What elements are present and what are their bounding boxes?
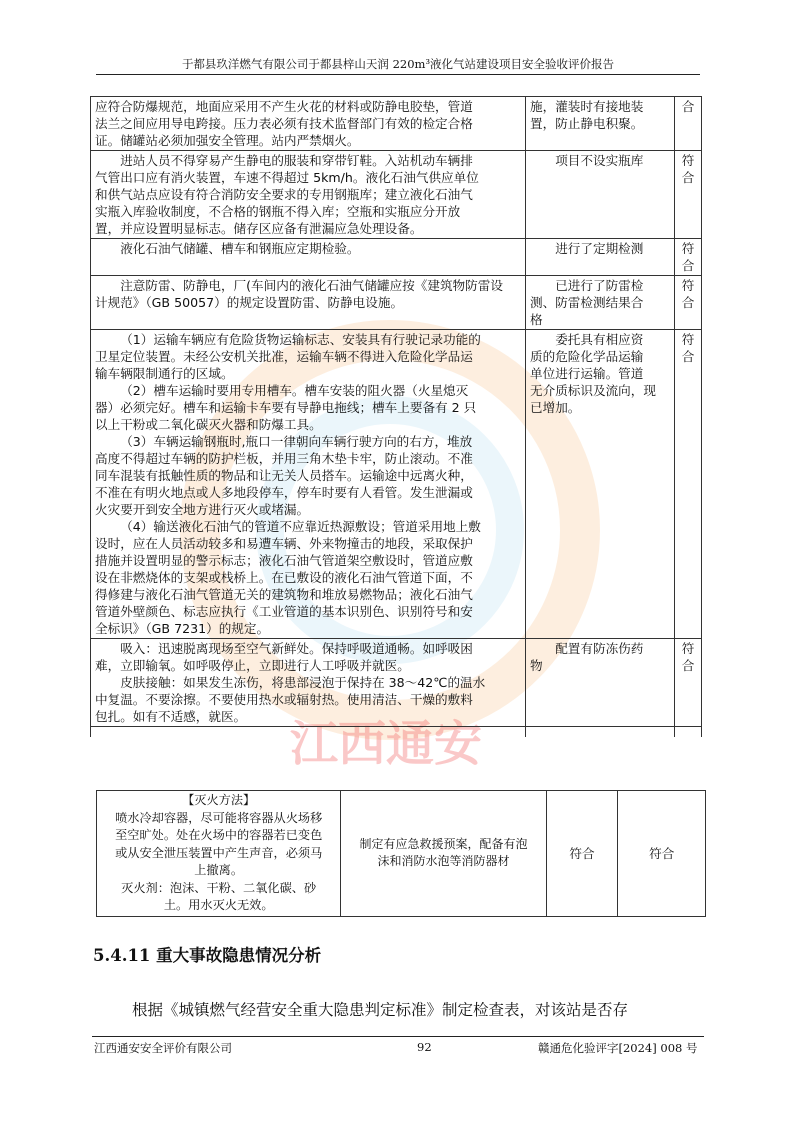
measure-cell <box>91 151 526 239</box>
text-line: 制定有应急救援预案，配备有泡 <box>359 837 528 852</box>
text-line: （1）运输车辆应有危险货物运输标志、安装具有行驶记录功能的 <box>120 332 481 347</box>
watermark-text: 江西通安 <box>290 716 483 772</box>
body-paragraph: 根据《城镇燃气经营安全重大隐患判定标准》制定检查表，对该站是否存 <box>132 1001 629 1019</box>
result-cell <box>675 97 702 151</box>
text-line: 实瓶入库验收制度，不合格的钢瓶不得入库；空瓶和实瓶应分开放 <box>95 204 461 219</box>
status-cell <box>526 97 675 151</box>
text-line: 上撤离。 <box>194 863 244 877</box>
text-line: 合 <box>681 658 695 673</box>
header-rule <box>96 74 700 75</box>
text-line: 单位进行运输。管道 <box>530 366 644 381</box>
text-line: 包扎。如有不适感，就医。 <box>95 709 247 724</box>
text-line: 以上干粉或二氧化碳灭火器和防爆工具。 <box>95 417 322 432</box>
text-line: 配置有防冻伤药 <box>555 641 644 656</box>
measure-cell <box>91 639 526 727</box>
text-line: 同车混装有抵触性质的物品和让无关人员搭车。运输途中远离火种， <box>95 468 473 483</box>
text-line: 不准在有明火地点或人多地段停车，停车时要有人看管。发生泄漏或 <box>95 485 473 500</box>
footer-rule <box>92 1036 704 1037</box>
fire-measure-cell <box>97 791 341 917</box>
text-line: 已增加。 <box>530 400 581 415</box>
text-line: 无介质标识及流向，现 <box>530 383 656 398</box>
measure-cell <box>91 97 526 151</box>
text-line: 证。储罐站必须加强安全管理。站内严禁烟火。 <box>95 133 360 148</box>
text-line: 符 <box>681 278 695 293</box>
text-line: 火灾要开到安全地方进行灭火或堵漏。 <box>95 502 310 517</box>
text-line: 合 <box>681 349 695 364</box>
text-line: 土。用水灭火无效。 <box>163 898 274 912</box>
text-line: 灭火剂：泡沫、干粉、二氧化碳、砂 <box>121 880 317 895</box>
result-cell <box>675 639 702 727</box>
text-line: 输车辆限制通行的区域。 <box>95 366 234 381</box>
empty-cell <box>91 727 526 738</box>
text-line: 已进行了防雷检 <box>555 278 644 293</box>
text-line: 管道外壁颜色、标志应执行《工业管道的基本识别色、识别符号和安 <box>95 604 473 619</box>
table-row <box>91 330 702 639</box>
text-line: （3）车辆运输钢瓶时,瓶口一律朝向车辆行驶方向的右方，堆放 <box>120 434 473 449</box>
text-line: 测、防雷检测结果合 <box>530 295 644 310</box>
text-line: 措施并设置明显的警示标志；液化石油气管道架空敷设时，管道应敷 <box>95 553 473 568</box>
text-line: 气管出口应有消火装置，车速不得超过 5km/h。液化石油气供应单位 <box>95 170 479 185</box>
status-cell <box>526 276 675 330</box>
text-line: 或从安全泄压装置中产生声音，必须马 <box>115 845 323 860</box>
text-line: 设时，应在人员活动较多和易遭车辆、外来物撞击的地段，采取保护 <box>95 536 473 551</box>
text-line: 皮肤接触：如果发生冻伤，将患部浸泡于保持在 38～42℃的温水 <box>120 675 486 690</box>
result-cell <box>675 276 702 330</box>
table-row <box>91 276 702 330</box>
result-cell: 符合 <box>618 791 706 917</box>
text-line: 合 <box>681 99 695 114</box>
status-cell <box>526 151 675 239</box>
text-line: 物 <box>530 658 543 673</box>
text-line: 设在非燃烧体的支架或栈桥上。在已敷设的液化石油气管道下面，不 <box>95 570 473 585</box>
status-cell <box>526 239 675 276</box>
text-line: 沫和消防水泡等消防器材 <box>377 854 510 869</box>
text-line: 合 <box>681 170 695 185</box>
text-line: 难，立即输氧。如呼吸停止，立即进行人工呼吸并就医。 <box>95 658 410 673</box>
text-line: 进行了定期检测 <box>555 241 644 256</box>
text-line: （4）输送液化石油气的管道不应靠近热源敷设；管道采用地上敷 <box>120 519 481 534</box>
text-line: 合 <box>681 258 695 273</box>
text-line: 喷水冷却容器，尽可能将容器从火场移 <box>115 810 323 825</box>
text-line: 器）必须完好。槽车和运输卡车要有导静电拖线；槽车上要备有 2 只 <box>95 400 477 415</box>
text-line: 施，灌装时有接地装 <box>530 99 644 114</box>
result-cell: 符合 <box>546 791 618 917</box>
text-line: （2）槽车运输时要用专用槽车。槽车安装的阻火器（火星熄灭 <box>120 383 469 398</box>
text-line: 置，防止静电积聚。 <box>530 116 644 131</box>
result-cell <box>675 151 702 239</box>
empty-cell <box>675 727 702 738</box>
text-line: 液化石油气储罐、槽车和钢瓶应定期检验。 <box>120 241 360 256</box>
section-title: 5.4.11 重大事故隐患情况分析 <box>93 946 322 965</box>
text-line: 至空旷处。处在火场中的容器若已变色 <box>115 828 323 842</box>
empty-cell <box>526 727 675 738</box>
text-line: 高度不得超过车辆的防护栏板，并用三角木垫卡牢，防止滚动。不准 <box>95 451 473 466</box>
text-line: 得修建与液化石油气管道无关的建筑物和堆放易燃物品；液化石油气 <box>95 587 473 602</box>
text-line: 卫星定位装置。未经公安机关批准，运输车辆不得进入危险化学品运 <box>95 349 473 364</box>
text-line: 【灭火方法】 <box>182 793 256 807</box>
table-row <box>91 639 702 727</box>
table-gap-row <box>91 727 702 738</box>
text-line: 委托具有相应资 <box>555 332 644 347</box>
text-line: 格 <box>530 312 543 327</box>
table-row <box>91 151 702 239</box>
fire-status-cell <box>341 791 546 917</box>
page-header: 于都县玖洋燃气有限公司于都县梓山天润 220m³液化气站建设项目安全验收评价报告 <box>181 57 615 71</box>
text-line: 全标识》（GB 7231）的规定。 <box>95 621 270 636</box>
result-cell <box>675 239 702 276</box>
status-cell <box>526 639 675 727</box>
measure-cell <box>91 330 526 639</box>
footer-company: 江西通安安全评价有限公司 <box>94 1041 232 1055</box>
text-line: 吸入：迅速脱离现场至空气新鲜处。保持呼吸道通畅。如呼吸困 <box>120 641 473 656</box>
measure-cell <box>91 276 526 330</box>
text-line: 质的危险化学品运输 <box>530 349 644 364</box>
text-line: 符 <box>681 641 695 656</box>
text-line: 法兰之间应用导电跨接。压力表必须有技术监督部门有效的检定合格 <box>95 116 473 131</box>
text-line: 和供气站点应设有符合消防安全要求的专用钢瓶库；建立液化石油气 <box>95 187 473 202</box>
text-line: 符 <box>681 332 695 347</box>
text-line: 置，并应设置明显标志。储存区应备有泄漏应急处理设备。 <box>95 221 423 236</box>
document-number: 赣通危化验评字[2024] 008 号 <box>538 1041 698 1055</box>
text-line: 符 <box>681 241 695 256</box>
text-line: 项目不设实瓶库 <box>555 153 644 168</box>
text-line: 应符合防爆规范，地面应采用不产生火花的材料或防静电胶垫，管道 <box>95 99 473 114</box>
status-cell <box>526 330 675 639</box>
result-cell <box>675 330 702 639</box>
safety-check-table <box>90 96 702 737</box>
table-row <box>97 791 706 917</box>
text-line: 进站人员不得穿易产生静电的服装和穿带钉鞋。入站机动车辆排 <box>120 153 473 168</box>
text-line: 注意防雷、防静电，厂(车间内的液化石油气储罐应按《建筑物防雷设 <box>120 278 503 293</box>
table-row <box>91 97 702 151</box>
table-row <box>91 239 702 276</box>
page-number: 92 <box>417 1040 432 1054</box>
text-line: 合 <box>681 295 695 310</box>
text-line: 符 <box>681 153 695 168</box>
measure-cell <box>91 239 526 276</box>
text-line: 中复温。不要涂擦。不要使用热水或辐射热。使用清洁、干燥的敷料 <box>95 692 473 707</box>
fire-fighting-table <box>96 790 706 917</box>
text-line: 计规范》（GB 50057）的规定设置防雷、防静电设施。 <box>95 295 404 310</box>
